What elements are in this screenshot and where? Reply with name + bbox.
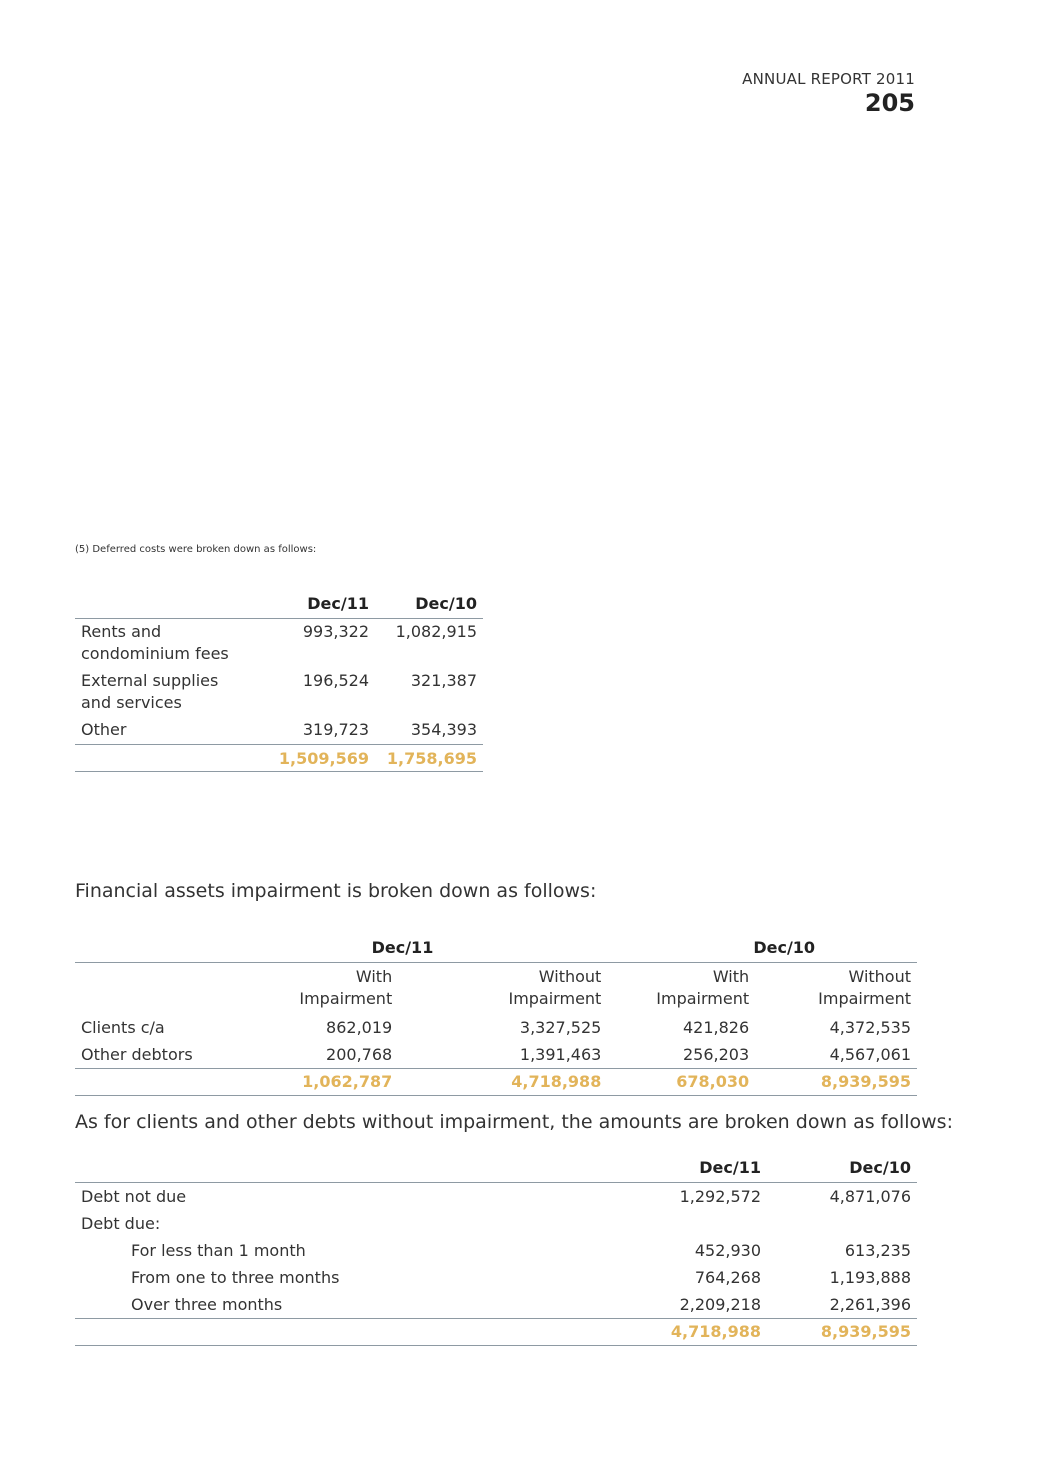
sub-header-without: Without Impairment: [508, 967, 602, 1008]
sub-header-with: With Impairment: [656, 967, 750, 1008]
group-header: Dec/10: [607, 938, 917, 963]
sub-header-without: Without Impairment: [818, 967, 911, 1008]
table-row: [75, 1237, 917, 1264]
total-row: [75, 745, 483, 772]
total-label-blank: [75, 745, 267, 772]
cell-value: 319,723: [267, 717, 375, 745]
aging-table: [75, 1158, 917, 1346]
cell-value: 993,322: [302, 622, 369, 641]
table-header-row: [75, 594, 483, 619]
cell-value: 1,193,888: [829, 1268, 911, 1287]
header-blank: [75, 963, 224, 1015]
total-value: 8,939,595: [767, 1319, 917, 1346]
cell-value: 4,871,076: [829, 1187, 911, 1206]
report-title: ANNUAL REPORT 2011: [742, 70, 915, 88]
cell-value: 452,930: [694, 1241, 761, 1260]
deferred-costs-table: [75, 594, 483, 772]
table-row: [75, 1291, 917, 1319]
row-label: Over three months: [75, 1291, 617, 1319]
header-blank: [75, 594, 267, 619]
aging-heading: As for clients and other debts without impairment, the amounts are broken down as follows:: [75, 1111, 953, 1133]
cell-value: 2,209,218: [617, 1291, 767, 1319]
table-row: [75, 668, 483, 717]
table-row: [75, 619, 483, 669]
group-header-row: [75, 938, 917, 963]
cell-value: 2,261,396: [767, 1291, 917, 1319]
total-row: [75, 1069, 917, 1096]
cell-value: [617, 1210, 767, 1237]
row-label: Debt not due: [81, 1187, 187, 1206]
impairment-heading: Financial assets impairment is broken down as follows:: [75, 880, 597, 902]
total-value: 1,758,695: [375, 745, 483, 772]
header-blank: [75, 938, 224, 963]
sub-header-row: [75, 963, 917, 1015]
row-label: Rents and condominium fees: [81, 622, 229, 663]
row-label: Other debtors: [75, 1041, 224, 1069]
cell-value: 764,268: [694, 1268, 761, 1287]
table-row: [75, 717, 483, 745]
cell-value: 862,019: [326, 1018, 393, 1037]
total-row: [75, 1319, 917, 1346]
cell-value: 200,768: [224, 1041, 399, 1069]
table-header-row: [75, 1158, 917, 1183]
page-number: 205: [864, 89, 915, 117]
cell-value: 421,826: [682, 1018, 750, 1037]
cell-value: 4,567,061: [755, 1041, 917, 1069]
row-label: Other: [75, 717, 267, 745]
column-header: Dec/10: [375, 594, 483, 619]
cell-value: 4,372,535: [829, 1018, 911, 1037]
total-label-blank: [75, 1319, 617, 1346]
row-label: From one to three months: [131, 1268, 340, 1287]
header-blank: [75, 1158, 617, 1183]
column-header: Dec/10: [767, 1158, 917, 1183]
total-value: 8,939,595: [755, 1069, 917, 1096]
row-label: External supplies and services: [81, 671, 219, 712]
row-label: Debt due:: [81, 1214, 161, 1233]
total-value: 1,509,569: [267, 745, 375, 772]
table-row: [75, 1210, 917, 1237]
total-value: 1,062,787: [224, 1069, 399, 1096]
sub-header-with: With Impairment: [299, 967, 393, 1008]
deferred-costs-note: (5) Deferred costs were broken down as follows:: [75, 544, 317, 555]
cell-value: 196,524: [302, 671, 369, 690]
cell-value: 354,393: [375, 717, 483, 745]
total-value: 4,718,988: [617, 1319, 767, 1346]
column-header: Dec/11: [267, 594, 375, 619]
cell-value: 1,292,572: [679, 1187, 761, 1206]
total-label-blank: [75, 1069, 224, 1096]
cell-value: 256,203: [607, 1041, 755, 1069]
cell-value: 3,327,525: [519, 1018, 602, 1037]
table-row: [75, 1264, 917, 1291]
group-header: Dec/11: [224, 938, 608, 963]
row-label: For less than 1 month: [131, 1241, 306, 1260]
table-row: [75, 1014, 917, 1041]
total-value: 4,718,988: [398, 1069, 607, 1096]
table-row: [75, 1183, 917, 1211]
total-value: 678,030: [607, 1069, 755, 1096]
table-row: [75, 1041, 917, 1069]
page-header: [742, 70, 915, 117]
cell-value: 1,082,915: [395, 622, 477, 641]
impairment-table: [75, 938, 917, 1096]
column-header: Dec/11: [617, 1158, 767, 1183]
cell-value: 321,387: [410, 671, 477, 690]
cell-value: 1,391,463: [398, 1041, 607, 1069]
cell-value: 613,235: [844, 1241, 911, 1260]
cell-value: [767, 1210, 917, 1237]
row-label: Clients c/a: [81, 1018, 165, 1037]
